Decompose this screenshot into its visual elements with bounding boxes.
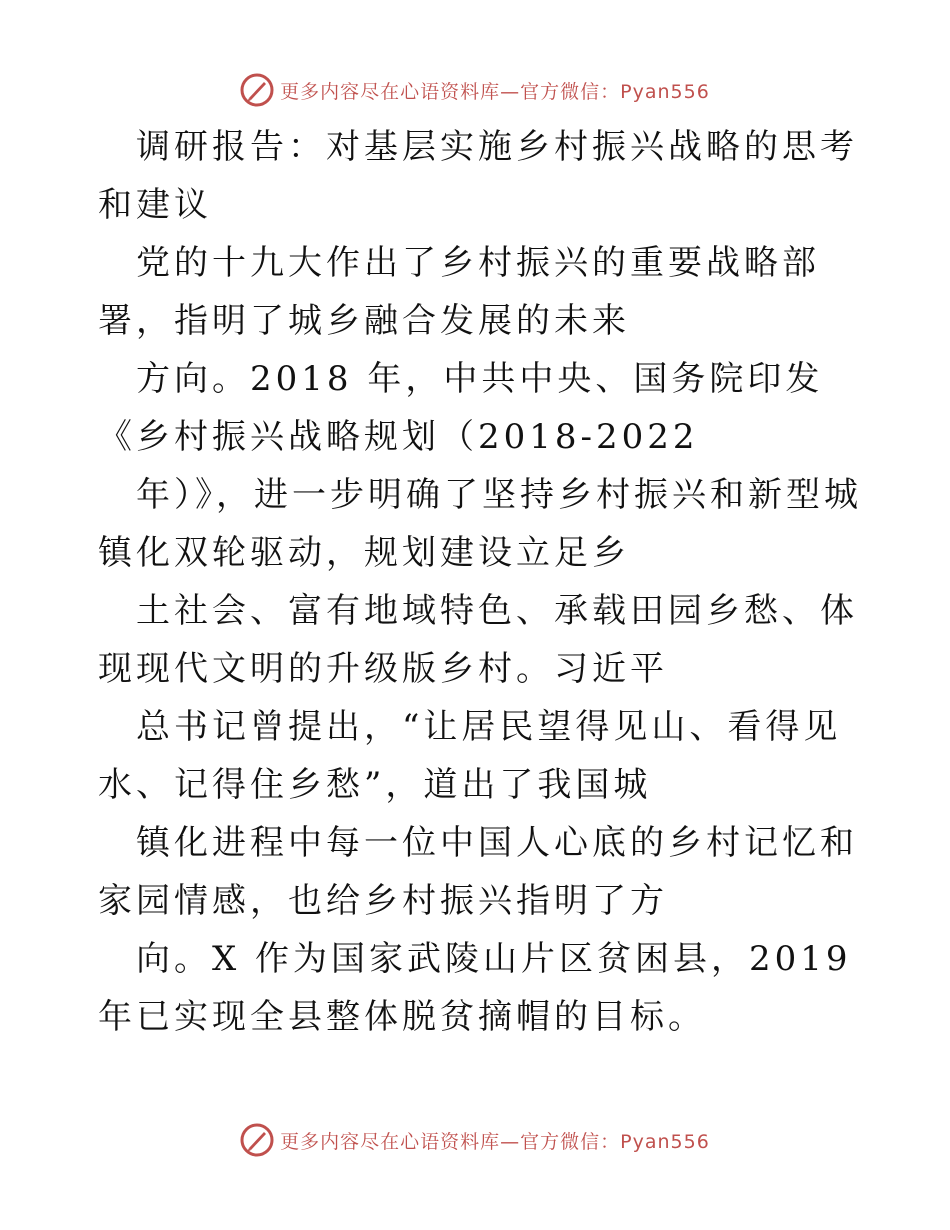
watermark-text: 更多内容尽在心语资料库—官方微信：Pyan556 (280, 1130, 710, 1153)
document-body (98, 118, 878, 1046)
quill-seal-icon (240, 1123, 274, 1157)
paragraph: 党的十九大作出了乡村振兴的重要战略部署，指明了城乡融合发展的未来 (98, 243, 820, 341)
paragraph: 镇化进程中每一位中国人心底的乡村记忆和家园情感，也给乡村振兴指明了方 (98, 823, 858, 921)
paragraph: 土社会、富有地域特色、承载田园乡愁、体现现代文明的升级版乡村。习近平 (98, 591, 858, 689)
quill-seal-icon (240, 73, 274, 107)
paragraph: 方向。2018 年，中共中央、国务院印发《乡村振兴战略规划（2018-2022 (98, 359, 824, 457)
paragraph: 年）》，进一步明确了坚持乡村振兴和新型城镇化双轮驱动，规划建设立足乡 (98, 475, 862, 573)
watermark-text: 更多内容尽在心语资料库—官方微信：Pyan556 (280, 80, 710, 103)
footer-watermark (0, 1120, 950, 1160)
header-watermark (0, 70, 950, 110)
paragraph: 向。X 作为国家武陵山片区贫困县，2019 年已实现全县整体脱贫摘帽的目标。 (98, 939, 852, 1037)
document-title: 调研报告：对基层实施乡村振兴战略的思考和建议 (98, 127, 858, 225)
paragraph: 总书记曾提出，“让居民望得见山、看得见水、记得住乡愁”，道出了我国城 (98, 707, 842, 805)
